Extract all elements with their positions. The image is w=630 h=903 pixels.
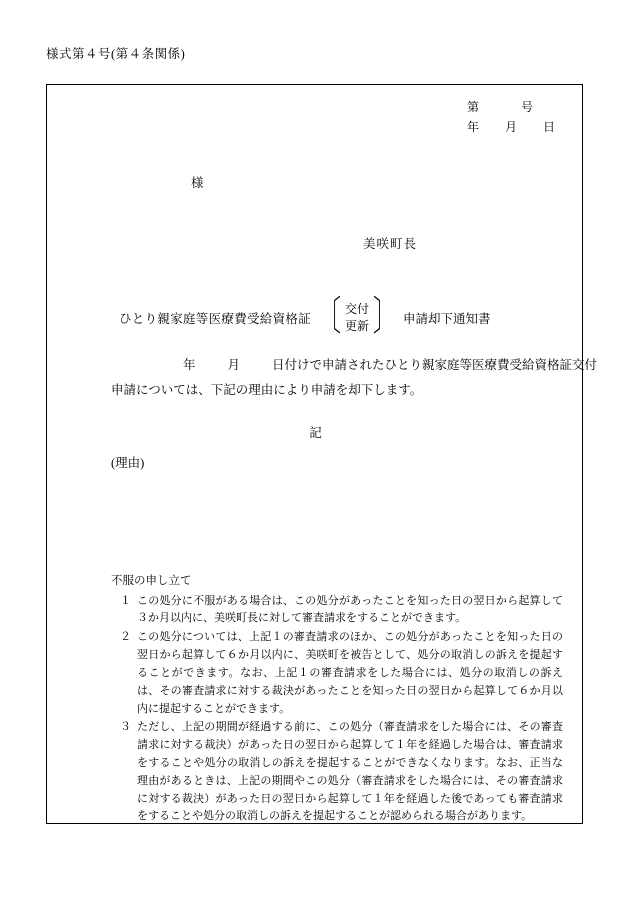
document-frame [46, 84, 598, 824]
body-line-1 [183, 355, 597, 373]
title-option-1: 交付 [345, 302, 370, 316]
appeal-item [111, 593, 563, 629]
appeal-title: 不服の申し立て [111, 575, 192, 587]
document-title-tail: 申請却下通知書 [403, 312, 491, 327]
title-option-2: 更新 [345, 319, 370, 334]
appeal-item [111, 719, 563, 826]
body-month-label: 月 [227, 358, 241, 372]
body-line-1-rest: 日付けで申請されたひとり親家庭等医療費受給資格証交付 [272, 358, 598, 372]
appeal-item-number: １ [120, 594, 131, 607]
appeal-item-number: ３ [120, 721, 131, 734]
appeal-item-number: ２ [120, 631, 131, 644]
title-option-list [345, 301, 369, 336]
appeal-item-text: ただし、上記の期間が経過する前に、この処分（審査請求をした場合には、その審査請求に対する裁決）があった日の翌日から起算して１年を経過した場合は、審査請求をすることや処分の取消しの訴えを提起することができなくなります。なお、正当な理由があるときは、上記の期間やこの処分（審査請求をした場合には、その審査請求に対する裁決）があった日の翌日から起算して１年を経過した後であっても審査請求をすることや処分の取消しの訴えを提起することが認められる場合があります。 [137, 721, 563, 823]
document-title [119, 295, 491, 340]
appeal-item-text: この処分については、上記１の審査請求のほか、この処分があったことを知った日の翌日から起算して６か月以内に、美咲町を被告として、処分の取消しの訴えを提起することができます。なお、上記１の審査請求をした場合には、処分の取消しの訴えは、その審査請求に対する裁決があったことを知った日の翌日から起算して６か月以内に提起することができます。 [137, 631, 563, 715]
appeal-item-text: この処分に不服がある場合は、この処分があったことを知った日の翌日から起算して３か月以内に、美咲町長に対して審査請求をすることができます。 [137, 594, 563, 625]
appeal-section [111, 572, 563, 826]
date-year-label: 年 [467, 120, 480, 134]
brace-right-icon: 〕 [373, 295, 398, 340]
document-date-line [467, 118, 555, 135]
brace-left-icon: 〔 [317, 295, 342, 340]
document-number-label: 第 [467, 100, 480, 114]
document-inner [47, 85, 598, 825]
date-month-label: 月 [505, 120, 518, 134]
ki-heading: 記 [309, 426, 322, 440]
date-day-label: 日 [543, 120, 556, 134]
document-title-main: ひとり親家庭等医療費受給資格証 [119, 312, 312, 327]
reason-label: (理由) [111, 456, 145, 470]
form-code: 様式第４号(第４条関係) [46, 47, 186, 61]
appeal-item [111, 629, 563, 718]
title-option-brace [314, 295, 400, 340]
body-year-label: 年 [183, 358, 196, 372]
document-number-unit: 号 [521, 100, 534, 114]
addressee-honorific: 様 [191, 176, 204, 190]
issuer-name: 美咲町長 [363, 237, 418, 251]
document-number-line [467, 98, 533, 115]
body-line-2: 申請については、下記の理由により申請を却下します。 [111, 383, 423, 397]
